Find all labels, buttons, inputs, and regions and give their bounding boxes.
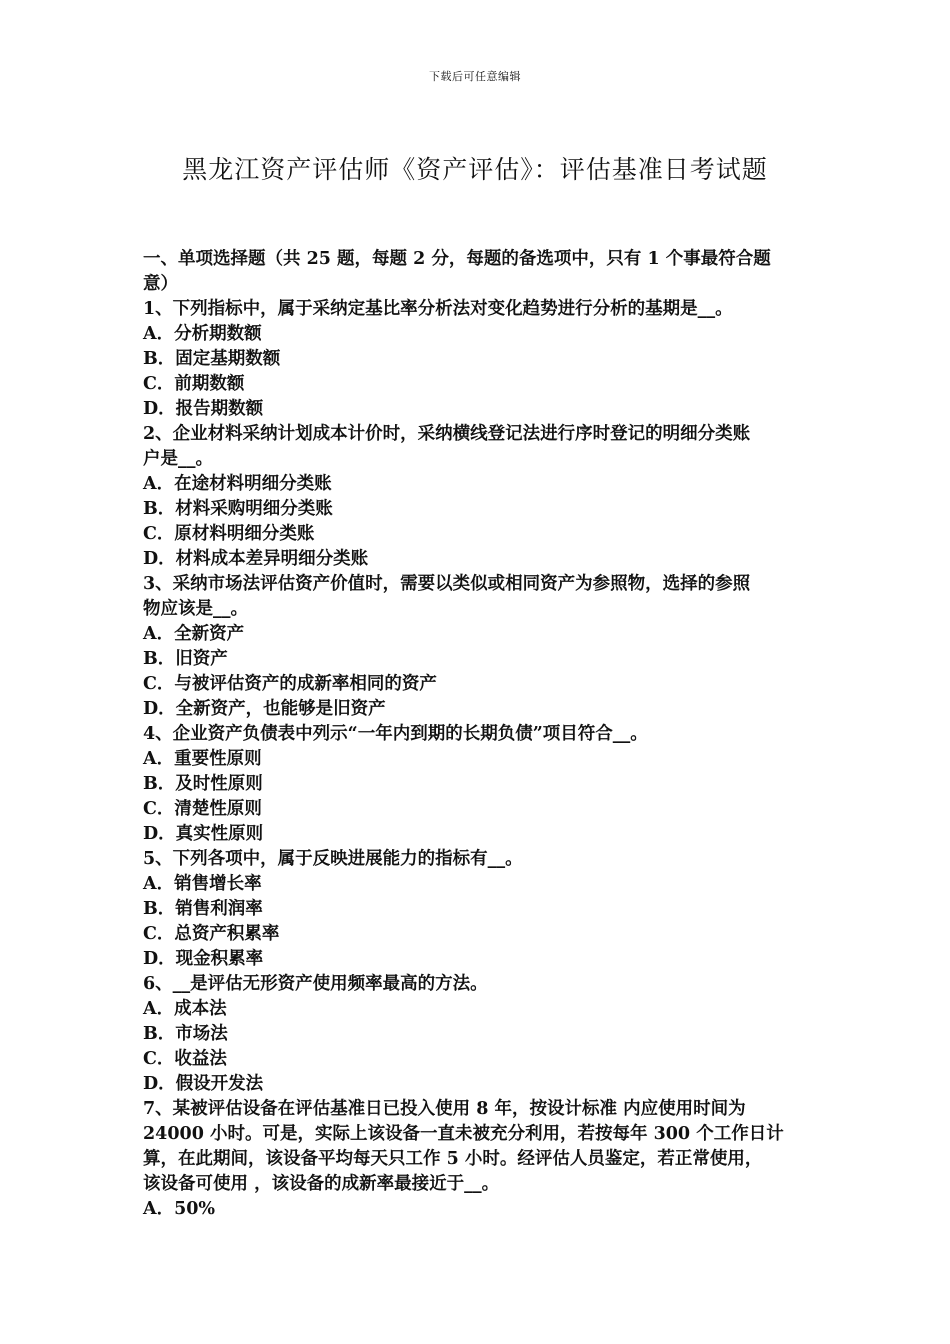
option-d: D．真实性原则 bbox=[143, 824, 264, 844]
question-7 bbox=[143, 1097, 823, 1222]
option-b: B．材料采购明细分类账 bbox=[143, 499, 333, 519]
option-d: D．全新资产，也能够是旧资产 bbox=[143, 699, 386, 719]
document-title: 黑龙江资产评估师《资产评估》：评估基准日考试题 bbox=[182, 155, 768, 184]
question-text: 7、某被评估设备在评估基准日已投入使用 8 年，按设计标准 内应使用时间为 bbox=[143, 1099, 746, 1119]
question-text: 3、采纳市场法评估资产价值时，需要以类似或相同资产为参照物，选择的参照 bbox=[143, 574, 751, 594]
option-a: A．全新资产 bbox=[143, 624, 245, 644]
option-b: B．市场法 bbox=[143, 1024, 228, 1044]
question-6 bbox=[143, 972, 823, 1097]
question-text-cont: 该设备可使用 ，该设备的成新率最接近于__。 bbox=[143, 1174, 500, 1194]
question-text: 5、下列各项中，属于反映进展能力的指标有__。 bbox=[143, 849, 523, 869]
option-a: A．成本法 bbox=[143, 999, 227, 1019]
section-heading-cont: 意） bbox=[143, 274, 178, 294]
option-a: A．50% bbox=[143, 1199, 216, 1219]
question-text-cont: 算，在此期间，该设备平均每天只工作 5 小时。经评估人员鉴定，若正常使用， bbox=[143, 1149, 763, 1169]
question-text: 1、下列指标中，属于采纳定基比率分析法对变化趋势进行分析的基期是__。 bbox=[143, 299, 733, 319]
page-header: 下载后可任意编辑 bbox=[429, 70, 521, 83]
question-text-cont: 物应该是__。 bbox=[143, 599, 248, 619]
question-text: 6、__是评估无形资产使用频率最高的方法。 bbox=[143, 974, 488, 994]
question-3 bbox=[143, 572, 823, 722]
option-d: D．现金积累率 bbox=[143, 949, 264, 969]
option-c: C．前期数额 bbox=[143, 374, 245, 394]
option-c: C．原材料明细分类账 bbox=[143, 524, 315, 544]
option-d: D．假设开发法 bbox=[143, 1074, 264, 1094]
option-c: C．清楚性原则 bbox=[143, 799, 262, 819]
option-b: B．及时性原则 bbox=[143, 774, 263, 794]
option-a: A．销售增长率 bbox=[143, 874, 262, 894]
option-b: B．旧资产 bbox=[143, 649, 228, 669]
question-text-cont: 24000 小时。可是，实际上该设备一直未被充分利用，若按每年 300 个工作日计 bbox=[143, 1124, 784, 1144]
question-5 bbox=[143, 847, 823, 972]
question-2 bbox=[143, 422, 823, 572]
section-heading: 一、单项选择题（共 25 题，每题 2 分，每题的备选项中，只有 1 个事最符合题 bbox=[143, 249, 771, 269]
option-d: D．材料成本差异明细分类账 bbox=[143, 549, 369, 569]
option-a: A．在途材料明细分类账 bbox=[143, 474, 332, 494]
option-a: A．重要性原则 bbox=[143, 749, 262, 769]
option-a: A．分析期数额 bbox=[143, 324, 262, 344]
option-c: C．总资产积累率 bbox=[143, 924, 280, 944]
question-text: 2、企业材料采纳计划成本计价时，采纳横线登记法进行序时登记的明细分类账 bbox=[143, 424, 751, 444]
option-d: D．报告期数额 bbox=[143, 399, 264, 419]
question-text: 4、企业资产负债表中列示“一年内到期的长期负债”项目符合__。 bbox=[143, 724, 648, 744]
option-b: B．固定基期数额 bbox=[143, 349, 281, 369]
question-4 bbox=[143, 722, 823, 847]
document-body bbox=[143, 247, 823, 1222]
question-1 bbox=[143, 297, 823, 422]
question-text-cont: 户是__。 bbox=[143, 449, 213, 469]
option-c: C．收益法 bbox=[143, 1049, 227, 1069]
option-c: C．与被评估资产的成新率相同的资产 bbox=[143, 674, 437, 694]
option-b: B．销售利润率 bbox=[143, 899, 263, 919]
